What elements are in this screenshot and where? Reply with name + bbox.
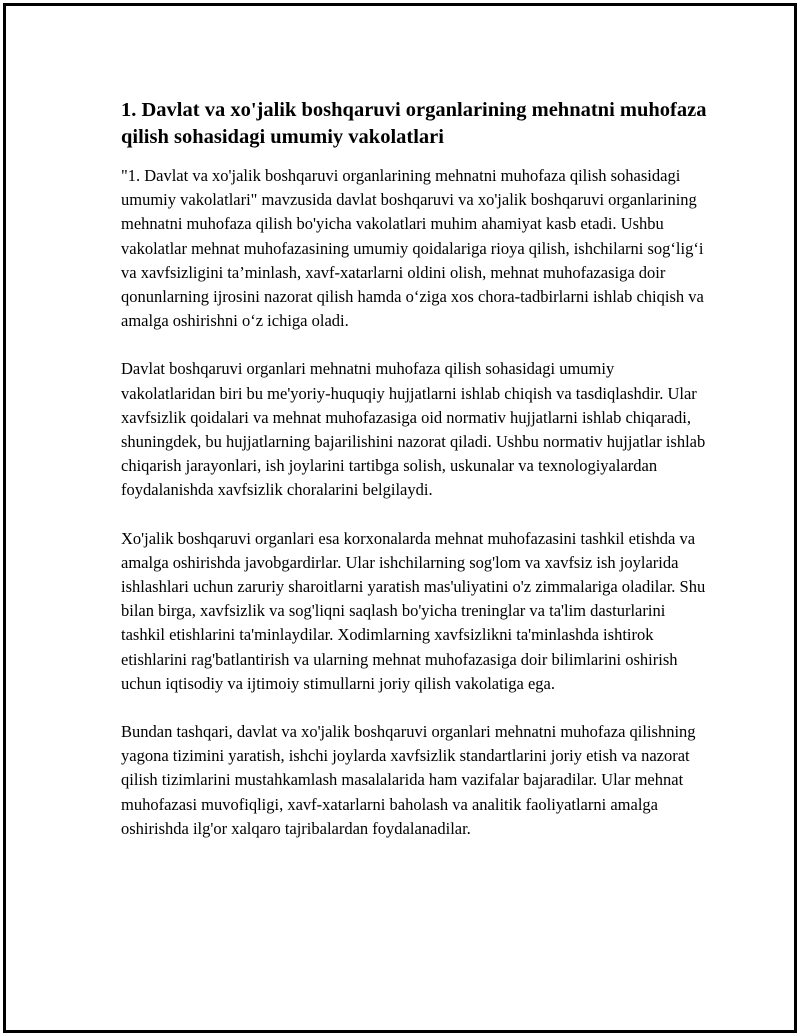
document-title: 1. Davlat va xo'jalik boshqaruvi organlarining mehnatni muhofaza qilish sohasidagi umumiy vakolatlari xyxy=(121,99,707,148)
page-frame xyxy=(3,3,797,1033)
document-body xyxy=(121,97,711,865)
paragraph-3: Xo'jalik boshqaruvi organlari esa korxonalarda mehnat muhofazasini tashkil etishda va amalga oshirishda javobgardirlar. Ular ishchilarning sog'lom va xavfsiz ish joylarida ishlashlari uchun zaruriy sharoitlarni yaratish mas'uliyatini o'z zimmalariga oladilar. Shu bilan birga, xavfsizlik va sog'liqni saqlash bo'yicha treninglar va ta'lim dasturlarini tashkil etishlarini ta'minlaydilar. Xodimlarning xavfsizlikni ta'minlashda ishtirok etishlarini rag'batlantirish va ularning mehnat muhofazasiga doir bilimlarini oshirish uchun iqtisodiy va ijtimoiy stimullarni joriy qilish vakolatiga ega. xyxy=(121,528,706,693)
paragraph-1: "1. Davlat va xo'jalik boshqaruvi organlarining mehnatni muhofaza qilish sohasidagi umumiy vakolatlari" mavzusida davlat boshqaruvi va xo'jalik boshqaruvi organlarining mehnatni muhofaza qilish bo'yicha vakolatlari muhim ahamiyat kasb etadi. Ushbu vakolatlar mehnat muhofazasining umumiy qoidalariga rioya qilish, ishchilarni sog‘lig‘i va xavfsizligini ta’minlash, xavf-xatarlarni oldini olish, mehnat muhofazasiga doir qonunlarning ijrosini nazorat qilish hamda o‘ziga xos chora-tadbirlarni ishlab chiqish va amalga oshirishni o‘z ichiga oladi. xyxy=(121,166,704,331)
paragraph-4: Bundan tashqari, davlat va xo'jalik boshqaruvi organlari mehnatni muhofaza qilishning yagona tizimini yaratish, ishchi joylarda xavfsizlik standartlarini joriy etish va nazorat qilish tizimlarini mustahkamlash masalalarida ham vazifalar bajaradilar. Ular mehnat muhofazasi muvofiqligi, xavf-xatarlarni baholash va analitik faoliyatlarni amalga oshirishda ilg'or xalqaro tajribalardan foydalanadilar. xyxy=(121,722,696,838)
paragraph-2: Davlat boshqaruvi organlari mehnatni muhofaza qilish sohasidagi umumiy vakolatlaridan biri bu me'yoriy-huquqiy hujjatlarni ishlab chiqish va tasdiqlashdir. Ular xavfsizlik qoidalari va mehnat muhofazasiga oid normativ hujjatlarni ishlab chiqaradi, shuningdek, bu hujjatlarning bajarilishini nazorat qiladi. Ushbu normativ hujjatlar ishlab chiqarish jarayonlari, ish joylarini tartibga solish, uskunalar va texnologiyalardan foydalanishda xavfsizlik choralarini belgilaydi. xyxy=(121,359,706,500)
